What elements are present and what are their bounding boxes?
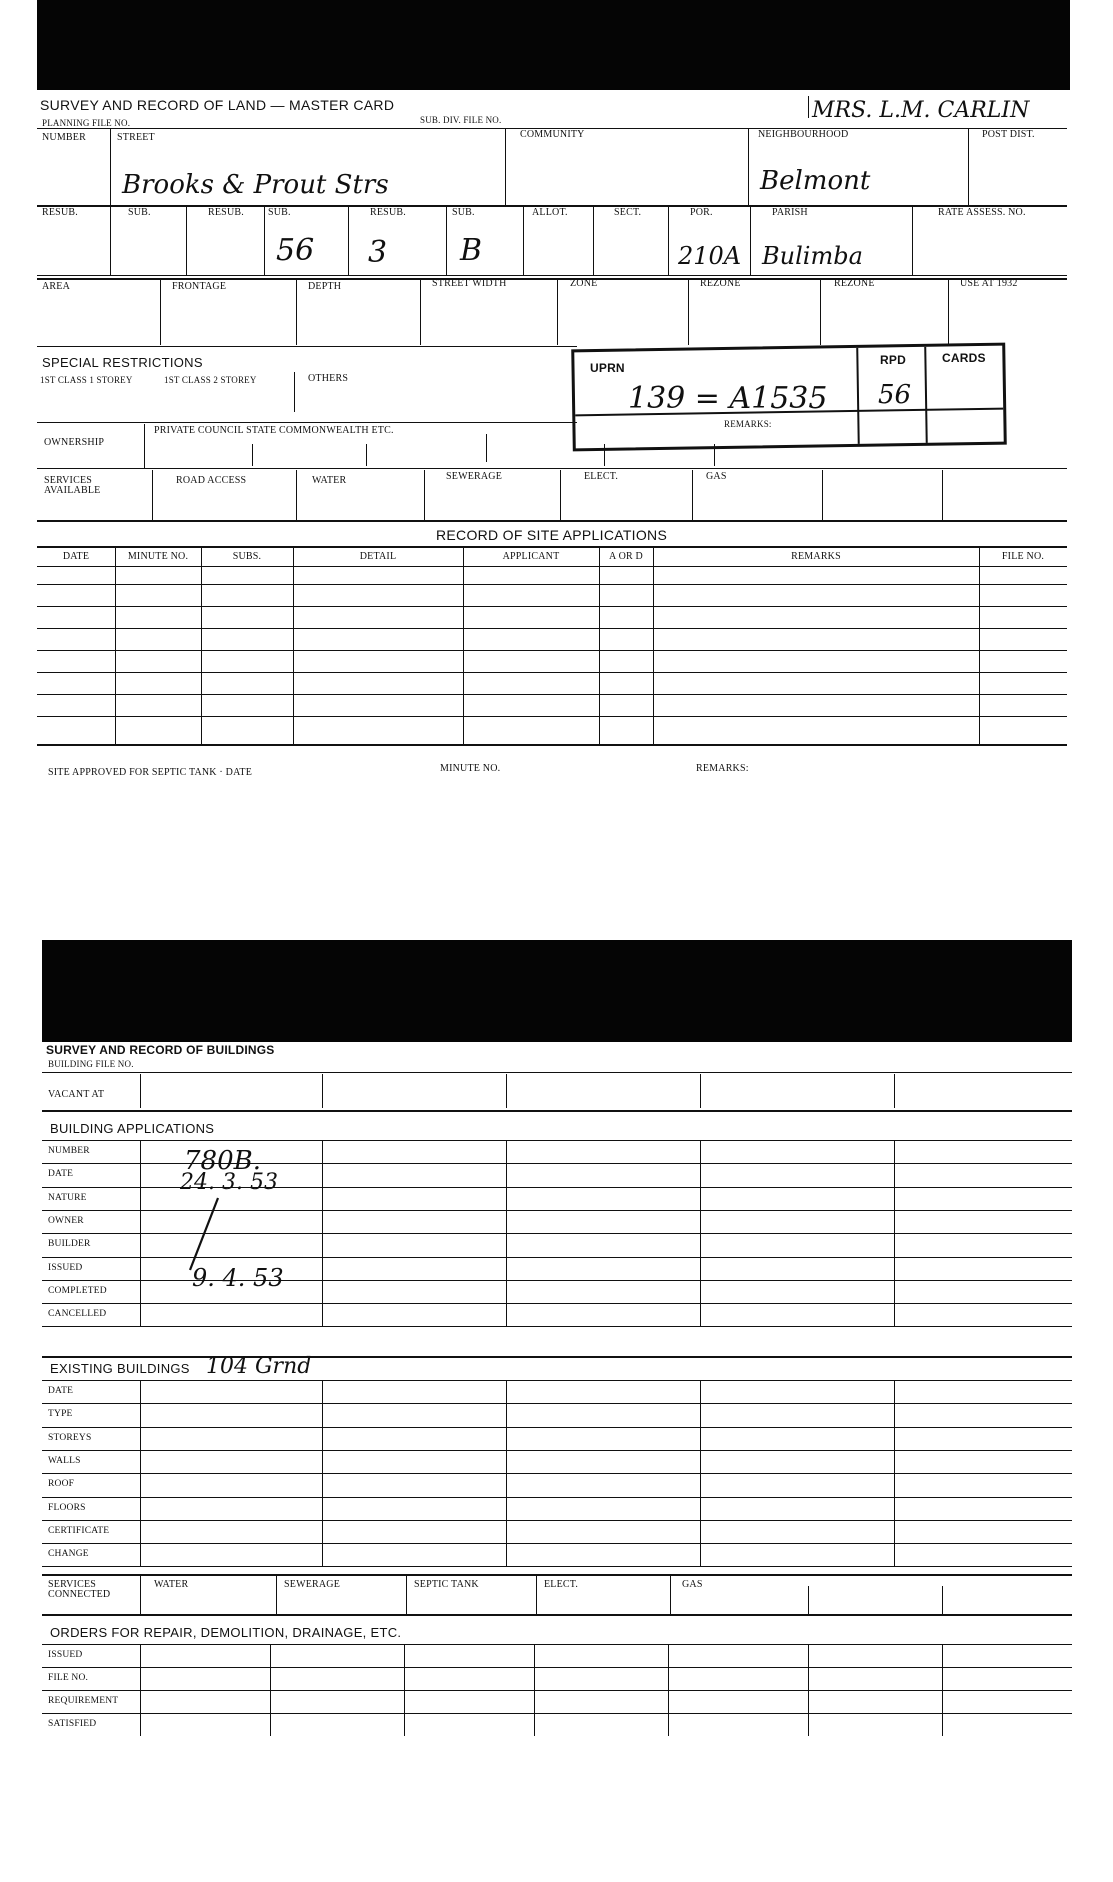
uprn-label: UPRN xyxy=(590,361,625,375)
resub-label-2: RESUB. xyxy=(208,207,244,218)
svc-septic-label: SEPTIC TANK xyxy=(414,1579,479,1590)
exist-col-divider xyxy=(894,1380,895,1566)
app-row-label: DATE xyxy=(48,1169,74,1180)
sewerage-label: SEWERAGE xyxy=(446,471,503,482)
site-table xyxy=(37,548,1067,748)
remarks-box-label: REMARKS: xyxy=(724,419,772,429)
svc-elect-label: ELECT. xyxy=(544,1579,579,1590)
rezone-label-1: REZONE xyxy=(700,278,741,289)
site-header-3: DETAIL xyxy=(359,551,397,562)
redaction-bar-bottom xyxy=(42,940,1072,1042)
remarks-label: REMARKS: xyxy=(696,763,749,774)
parish-label: PARISH xyxy=(772,207,808,218)
elect-label: ELECT. xyxy=(584,471,619,482)
site-header-rule xyxy=(37,566,1067,567)
app-col-divider xyxy=(140,1140,141,1326)
app-number-value: 780B. xyxy=(184,1146,261,1176)
order-row-label: ISSUED xyxy=(48,1650,83,1660)
street-label: STREET xyxy=(117,132,155,143)
street-value: Brooks & Prout Strs xyxy=(122,170,389,200)
exist-col-divider xyxy=(322,1380,323,1566)
post-dist-label: POST DIST. xyxy=(982,129,1035,140)
site-row-rule xyxy=(37,744,1067,746)
por-value: 210A xyxy=(678,242,742,270)
exist-row-rule xyxy=(42,1473,1072,1474)
services-connected-label: SERVICES CONNECTED xyxy=(48,1579,111,1600)
street-width-label: STREET WIDTH xyxy=(432,278,507,289)
owner-handwriting: MRS. L.M. CARLIN xyxy=(812,98,1030,123)
site-header-5: A OR D xyxy=(609,551,643,562)
community-label: COMMUNITY xyxy=(520,129,585,140)
sub-label-2: SUB. xyxy=(268,207,291,218)
existing-buildings-handwriting: 104 Grnd xyxy=(206,1354,312,1379)
exist-row-rule xyxy=(42,1427,1072,1428)
app-row-label: BUILDER xyxy=(48,1239,91,1250)
ownership-label: OWNERSHIP xyxy=(44,437,105,448)
subdiv-file-label: SUB. DIV. FILE NO. xyxy=(420,115,502,125)
sub-label-3: SUB. xyxy=(452,207,475,218)
building-applications-title: BUILDING APPLICATIONS xyxy=(50,1121,215,1136)
buildings-card xyxy=(0,930,1113,1830)
site-header-1: MINUTE NO. xyxy=(127,551,189,562)
zone-label: ZONE xyxy=(570,278,598,289)
exist-col-divider xyxy=(506,1380,507,1566)
order-col-divider xyxy=(404,1644,405,1736)
neighbourhood-label: NEIGHBOURHOOD xyxy=(758,129,849,140)
vacant-col-divider xyxy=(700,1074,701,1108)
exist-row-rule xyxy=(42,1450,1072,1451)
site-row-rule xyxy=(37,584,1067,585)
resub-label-1: RESUB. xyxy=(42,207,78,218)
ownership-types: PRIVATE COUNCIL STATE COMMONWEALTH ETC. xyxy=(154,425,394,436)
site-row-rule xyxy=(37,628,1067,629)
app-row-label: OWNER xyxy=(48,1215,84,1226)
building-applications-grid xyxy=(0,1140,1113,1380)
land-card-title: SURVEY AND RECORD OF LAND — MASTER CARD xyxy=(40,97,395,113)
rpd-value: 56 xyxy=(878,380,912,410)
svc-water-label: WATER xyxy=(154,1579,189,1590)
site-header-6: REMARKS xyxy=(791,551,841,562)
order-col-divider xyxy=(668,1644,669,1736)
rate-assess-label: RATE ASSESS. NO. xyxy=(938,207,1026,218)
vacant-col-divider xyxy=(140,1074,141,1108)
redaction-bar-top xyxy=(37,0,1070,90)
rpd-label: RPD xyxy=(880,353,906,367)
exist-row-label: CHANGE xyxy=(48,1549,89,1560)
svc-sewerage-label: SEWERAGE xyxy=(284,1579,341,1590)
exist-row-label: STOREYS xyxy=(48,1432,92,1443)
vacant-at-label: VACANT AT xyxy=(48,1089,105,1100)
svc-gas-label: GAS xyxy=(682,1579,703,1590)
gas-label: GAS xyxy=(706,471,727,482)
app-col-divider xyxy=(506,1140,507,1326)
order-col-divider xyxy=(808,1644,809,1736)
allot-label: ALLOT. xyxy=(532,207,568,218)
app-date-value: 24. 3. 53 xyxy=(180,1170,278,1195)
exist-row-rule xyxy=(42,1520,1072,1521)
order-row-rule xyxy=(42,1667,1072,1668)
app-row-label: ISSUED xyxy=(48,1262,83,1273)
exist-row-rule xyxy=(42,1403,1072,1404)
exist-row-label: ROOF xyxy=(48,1479,75,1490)
app-row-label: COMPLETED xyxy=(48,1285,107,1296)
building-file-label: BUILDING FILE NO. xyxy=(48,1059,134,1069)
site-header-2: SUBS. xyxy=(232,551,262,562)
site-row-rule xyxy=(37,606,1067,607)
special-restrictions-label: SPECIAL RESTRICTIONS xyxy=(42,355,203,370)
services-available-label: SERVICES AVAILABLE xyxy=(44,475,101,496)
water-label: WATER xyxy=(312,475,347,486)
sub-value-b: B xyxy=(460,233,483,268)
order-row-rule xyxy=(42,1690,1072,1691)
depth-label: DEPTH xyxy=(308,281,342,292)
area-label: AREA xyxy=(42,281,71,292)
buildings-card-title: SURVEY AND RECORD OF BUILDINGS xyxy=(46,1043,275,1057)
neighbourhood-value: Belmont xyxy=(760,166,871,196)
orders-grid xyxy=(0,1644,1113,1744)
order-col-divider xyxy=(270,1644,271,1736)
planning-file-label: PLANNING FILE NO. xyxy=(42,118,131,128)
road-access-label: ROAD ACCESS xyxy=(176,475,247,486)
exist-row-rule xyxy=(42,1543,1072,1544)
site-header-4: APPLICANT xyxy=(502,551,560,562)
resub-label-3: RESUB. xyxy=(370,207,406,218)
order-col-divider xyxy=(942,1644,943,1736)
order-row-label: FILE NO. xyxy=(48,1673,89,1683)
uprn-value: 139 = A1535 xyxy=(628,381,828,416)
app-col-divider xyxy=(894,1140,895,1326)
existing-buildings-title: EXISTING BUILDINGS xyxy=(50,1361,190,1376)
app-row-label: CANCELLED xyxy=(48,1309,107,1320)
app-issued-value: 9. 4. 53 xyxy=(192,1264,284,1292)
land-master-card xyxy=(0,0,1113,800)
site-row-rule xyxy=(37,694,1067,695)
sub-value-56: 56 xyxy=(276,233,315,268)
sub-label-1: SUB. xyxy=(128,207,151,218)
resub-value-3: 3 xyxy=(368,235,388,270)
vacant-col-divider xyxy=(506,1074,507,1108)
por-label: POR. xyxy=(690,207,713,218)
exist-row-label: FLOORS xyxy=(48,1502,86,1513)
number-label: NUMBER xyxy=(42,132,86,143)
orders-title: ORDERS FOR REPAIR, DEMOLITION, DRAINAGE, ETC. xyxy=(50,1625,402,1640)
sect-label: SECT. xyxy=(614,207,642,218)
use-at-label: USE AT 1932 xyxy=(960,278,1018,289)
exist-col-divider xyxy=(140,1380,141,1566)
order-col-divider xyxy=(534,1644,535,1736)
exist-row-label: CERTIFICATE xyxy=(48,1525,110,1536)
exist-row-label: DATE xyxy=(48,1386,74,1396)
minute-label: MINUTE NO. xyxy=(440,763,501,774)
app-row-label: NATURE xyxy=(48,1192,87,1203)
site-header-7: FILE NO. xyxy=(1001,551,1045,562)
rezone-label-2: REZONE xyxy=(834,278,875,289)
vacant-col-divider xyxy=(894,1074,895,1108)
vacant-col-divider xyxy=(322,1074,323,1108)
app-row-label: NUMBER xyxy=(48,1146,90,1156)
order-row-rule xyxy=(42,1713,1072,1714)
order-row-label: REQUIREMENT xyxy=(48,1696,119,1706)
record-site-title: RECORD OF SITE APPLICATIONS xyxy=(436,527,668,543)
app-col-divider xyxy=(700,1140,701,1326)
exist-col-divider xyxy=(700,1380,701,1566)
order-col-divider xyxy=(140,1644,141,1736)
app-col-divider xyxy=(322,1140,323,1326)
vacant-at-cells xyxy=(0,1074,1113,1106)
app-row-rule xyxy=(42,1326,1072,1327)
app-row-rule xyxy=(42,1303,1072,1304)
class1-label: 1ST CLASS 1 STOREY xyxy=(40,375,133,385)
frontage-label: FRONTAGE xyxy=(172,281,227,292)
site-row-rule xyxy=(37,716,1067,717)
others-label: OTHERS xyxy=(308,373,349,384)
exist-row-label: WALLS xyxy=(48,1455,81,1466)
site-header-0: DATE xyxy=(62,551,90,562)
exist-row-rule xyxy=(42,1497,1072,1498)
site-row-rule xyxy=(37,672,1067,673)
site-row-rule xyxy=(37,650,1067,651)
septic-label: SITE APPROVED FOR SEPTIC TANK · DATE xyxy=(48,767,253,778)
exist-row-label: TYPE xyxy=(48,1409,73,1420)
exist-row-rule xyxy=(42,1566,1072,1567)
parish-value: Bulimba xyxy=(762,242,863,270)
ditto-stroke xyxy=(186,1196,226,1276)
class2-label: 1ST CLASS 2 STOREY xyxy=(164,375,257,385)
cards-label: CARDS xyxy=(942,351,986,365)
order-row-label: SATISFIED xyxy=(48,1719,97,1729)
